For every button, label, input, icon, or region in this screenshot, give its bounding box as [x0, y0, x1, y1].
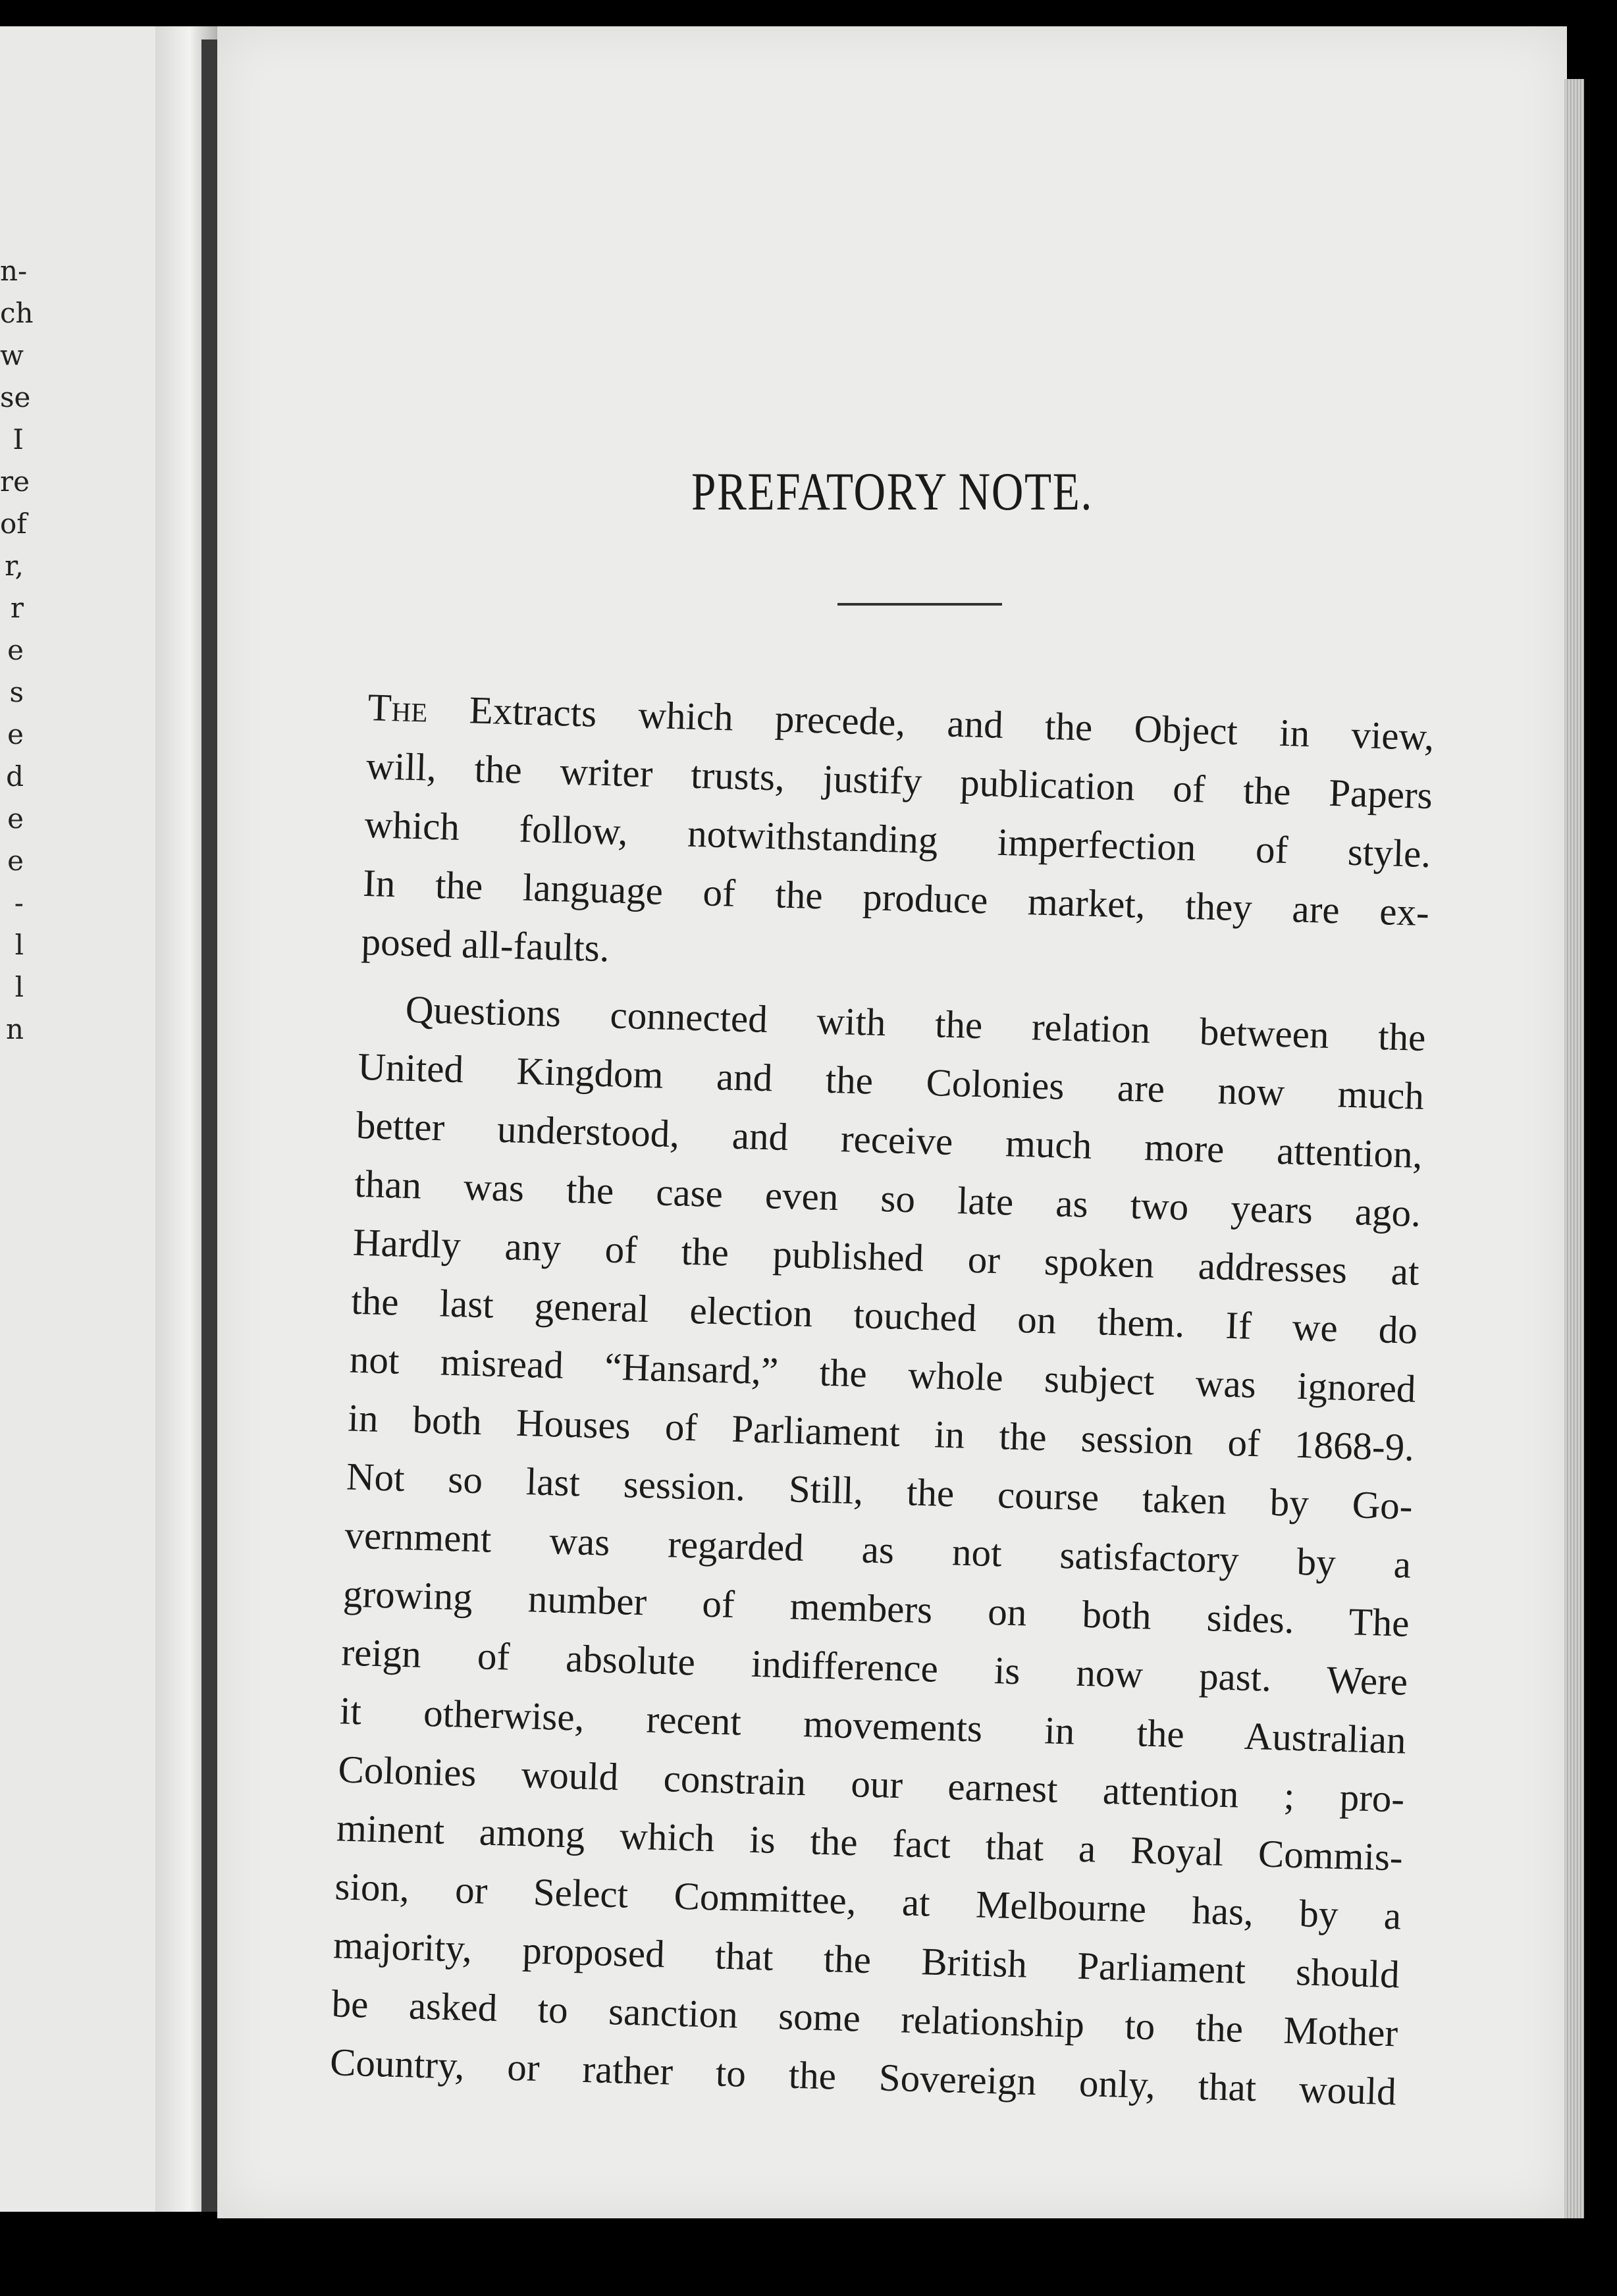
- text-line: not misread “Hansard,” the whole subject was ignored: [349, 1337, 1417, 1411]
- text-line: will, the writer trusts, justify publication of the Papers: [365, 743, 1433, 818]
- left-fragment: l: [14, 929, 24, 961]
- left-fragment: r,: [5, 550, 24, 582]
- text-line: minent among which is the fact that a Royal Commis-: [336, 1806, 1404, 1879]
- left-page-fragments: [0, 250, 34, 1051]
- left-fragment: e: [7, 634, 24, 666]
- body-text: [329, 678, 1435, 2121]
- title-rule: [837, 603, 1002, 606]
- text-line: United Kingdom and the Colonies are now much: [357, 1044, 1425, 1118]
- text-line: which follow, notwithstanding imperfection of style.: [363, 802, 1432, 876]
- text-line: be asked to sanction some relationship to the Mother: [331, 1981, 1399, 2055]
- left-fragment: s: [9, 676, 24, 708]
- lead-word: The: [367, 685, 429, 731]
- left-fragment: of: [0, 508, 27, 540]
- text-line: posed all-faults.: [360, 919, 610, 970]
- left-fragment: w: [0, 339, 24, 371]
- text-line: the last general election touched on them. If we do: [350, 1278, 1418, 1352]
- text-line: majority, proposed that the British Parliament should: [332, 1923, 1400, 1996]
- text-line: In the language of the produce market, they are ex-: [362, 860, 1430, 935]
- left-fragment: e: [7, 845, 24, 877]
- text-line: than was the case even so late as two years ago.: [354, 1161, 1421, 1235]
- left-fragment: I: [13, 423, 24, 456]
- left-fragment: d: [6, 760, 24, 793]
- left-fragment: e: [7, 802, 24, 835]
- left-fragment: ch: [0, 297, 34, 329]
- left-fragment: re: [0, 465, 30, 498]
- left-fragment: n: [5, 1013, 24, 1045]
- left-fragment: n-: [0, 255, 28, 287]
- text-line: in both Houses of Parliament in the session of 1868-9.: [347, 1396, 1415, 1469]
- text-line: growing number of members on both sides. The: [342, 1571, 1410, 1645]
- text-line: Colonies would constrain our earnest attention ; pro-: [337, 1747, 1405, 1821]
- left-fragment: e: [7, 718, 24, 750]
- line-text: Extracts which precede, and the Object in view,: [427, 687, 1435, 759]
- text-line: Hardly any of the published or spoken addresses at: [352, 1220, 1420, 1293]
- page-title: PREFATORY NOTE.: [691, 461, 1093, 521]
- left-fragment: se: [0, 381, 31, 413]
- text-line: vernment was regarded as not satisfactory by a: [344, 1513, 1412, 1586]
- text-line: sion, or Select Committee, at Melbourne has, by a: [334, 1864, 1402, 1938]
- left-fragment: r: [10, 592, 24, 624]
- text-line: Not so last session. Still, the course taken by Go-: [346, 1454, 1414, 1528]
- text-line: Questions connected with the relation between the: [405, 987, 1427, 1060]
- text-line: Country, or rather to the Sovereign only, that would: [329, 2040, 1397, 2114]
- text-line: better understood, and receive much more attention,: [356, 1103, 1423, 1176]
- left-fragment: -: [14, 887, 24, 919]
- left-fragment: l: [14, 971, 24, 1003]
- page-edges: [1564, 79, 1584, 2218]
- text-line: it otherwise, recent movements in the Australian: [339, 1688, 1407, 1762]
- text-line: reign of absolute indifference is now past. Were: [340, 1630, 1408, 1704]
